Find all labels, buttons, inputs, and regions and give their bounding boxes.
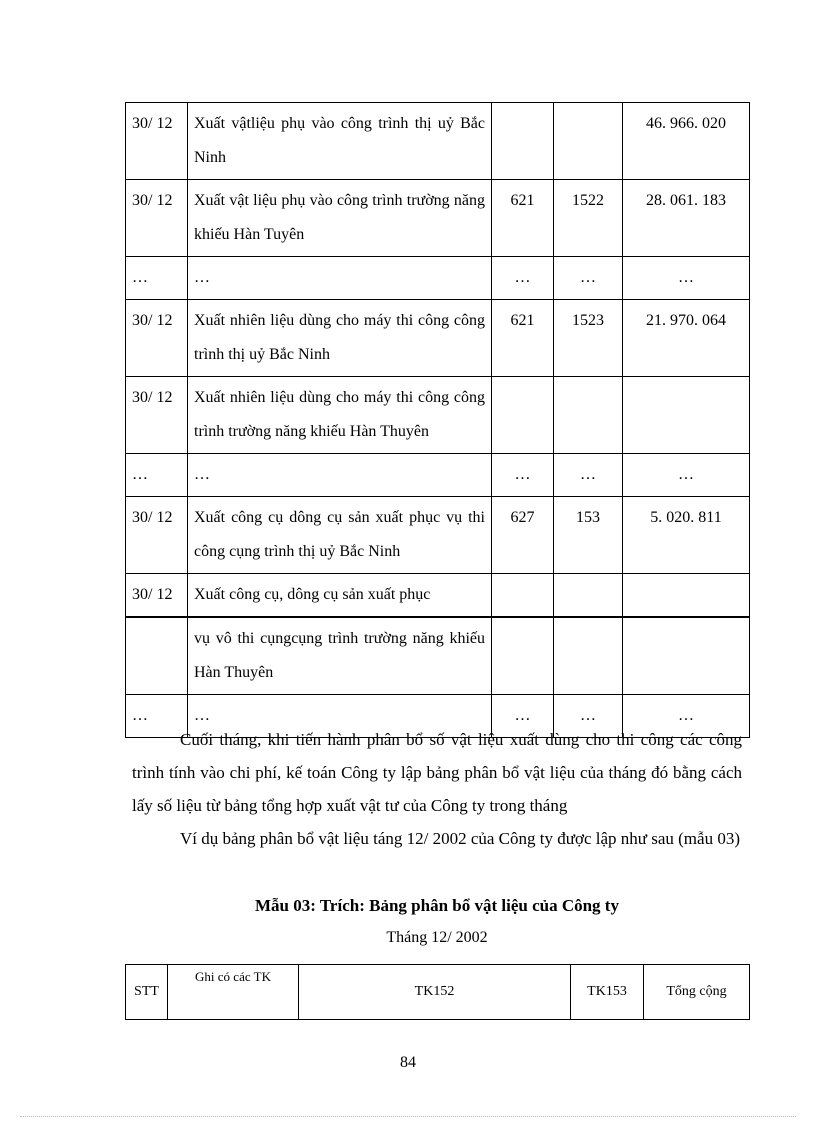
table-row: [126, 377, 750, 454]
table-row: [126, 300, 750, 377]
description-cell: Xuất nhiên liệu dùng cho máy thi công công trình thị uỷ Bắc Ninh: [188, 300, 492, 377]
example-paragraph: [132, 822, 742, 855]
date-cell: …: [126, 454, 188, 497]
page-number: 84: [400, 1054, 416, 1071]
date-cell: 30/ 12: [126, 103, 188, 180]
amount-cell: [623, 574, 750, 618]
table-row: [126, 617, 750, 695]
description-cell: …: [188, 257, 492, 300]
credit-account-cell: …: [554, 257, 623, 300]
body-paragraph: [132, 723, 742, 822]
date-cell: 30/ 12: [126, 300, 188, 377]
allocation-table: [125, 964, 750, 1020]
table-row: [126, 180, 750, 257]
debit-account-cell: 621: [492, 180, 554, 257]
debit-account-cell: 621: [492, 300, 554, 377]
date-cell: …: [126, 695, 188, 738]
date-cell: 30/ 12: [126, 377, 188, 454]
debit-account-cell: …: [492, 695, 554, 738]
example-paragraph-text: Ví dụ bảng phân bổ vật liệu táng 12/ 2002 của Công ty được lập như sau (mẫu 03): [180, 829, 740, 848]
amount-cell: …: [623, 695, 750, 738]
description-cell: …: [188, 454, 492, 497]
date-cell: 30/ 12: [126, 574, 188, 618]
credit-account-cell: 153: [554, 497, 623, 574]
description-cell: …: [188, 695, 492, 738]
table-row: [126, 257, 750, 300]
credit-account-cell: [554, 103, 623, 180]
total-header: Tổng cộng: [644, 965, 750, 1020]
date-cell: 30/ 12: [126, 180, 188, 257]
date-cell: 30/ 12: [126, 497, 188, 574]
ledger-table: [125, 102, 750, 738]
debit-account-cell: [492, 574, 554, 618]
amount-cell: 46. 966. 020: [623, 103, 750, 180]
stt-header: STT: [126, 965, 168, 1020]
credit-accounts-header: Ghi có các TK: [168, 965, 299, 1020]
table-row: [126, 454, 750, 497]
table-row: [126, 497, 750, 574]
amount-cell: …: [623, 454, 750, 497]
amount-cell: …: [623, 257, 750, 300]
table-header-row: [126, 965, 750, 1020]
credit-account-cell: [554, 574, 623, 618]
credit-account-cell: [554, 377, 623, 454]
description-cell: Xuất vật liệu phụ vào công trình trường năng khiếu Hàn Tuyên: [188, 180, 492, 257]
amount-cell: 28. 061. 183: [623, 180, 750, 257]
amount-cell: 5. 020. 811: [623, 497, 750, 574]
form-title: Mẫu 03: Trích: Bảng phân bổ vật liệu của Công ty: [255, 896, 619, 915]
debit-account-cell: [492, 617, 554, 695]
table-row: [126, 574, 750, 618]
description-cell: Xuất nhiên liệu dùng cho máy thi công công trình trường năng khiếu Hàn Thuyên: [188, 377, 492, 454]
table-row: [126, 103, 750, 180]
credit-account-cell: …: [554, 695, 623, 738]
debit-account-cell: [492, 377, 554, 454]
credit-account-cell: …: [554, 454, 623, 497]
credit-account-cell: [554, 617, 623, 695]
page-bottom-divider: [20, 1116, 796, 1117]
amount-cell: 21. 970. 064: [623, 300, 750, 377]
date-cell: [126, 617, 188, 695]
debit-account-cell: …: [492, 454, 554, 497]
debit-account-cell: …: [492, 257, 554, 300]
form-month: Tháng 12/ 2002: [386, 929, 488, 946]
tk153-header: TK153: [571, 965, 644, 1020]
description-cell: Xuất công cụ dông cụ sản xuất phục vụ thi công cụng trình thị uỷ Bắc Ninh: [188, 497, 492, 574]
description-cell: Xuất vậtliệu phụ vào công trình thị uỷ Bắc Ninh: [188, 103, 492, 180]
date-cell: …: [126, 257, 188, 300]
debit-account-cell: 627: [492, 497, 554, 574]
credit-account-cell: 1523: [554, 300, 623, 377]
description-cell: Xuất công cụ, dông cụ sản xuất phục: [188, 574, 492, 618]
amount-cell: [623, 617, 750, 695]
debit-account-cell: [492, 103, 554, 180]
tk152-header: TK152: [299, 965, 571, 1020]
amount-cell: [623, 377, 750, 454]
description-cell: vụ vô thi cụngcụng trình trường năng khiếu Hàn Thuyên: [188, 617, 492, 695]
credit-account-cell: 1522: [554, 180, 623, 257]
body-paragraph-text: Cuối tháng, khi tiến hành phân bổ số vật liệu xuất dùng cho thi công các công trình tính vào chi phí, kế toán Công ty lập bảng phân bổ vật liệu của tháng đó bằng cách lấy số liệu từ bảng tổng hợp xuất vật tư của Công ty trong tháng: [132, 730, 742, 815]
